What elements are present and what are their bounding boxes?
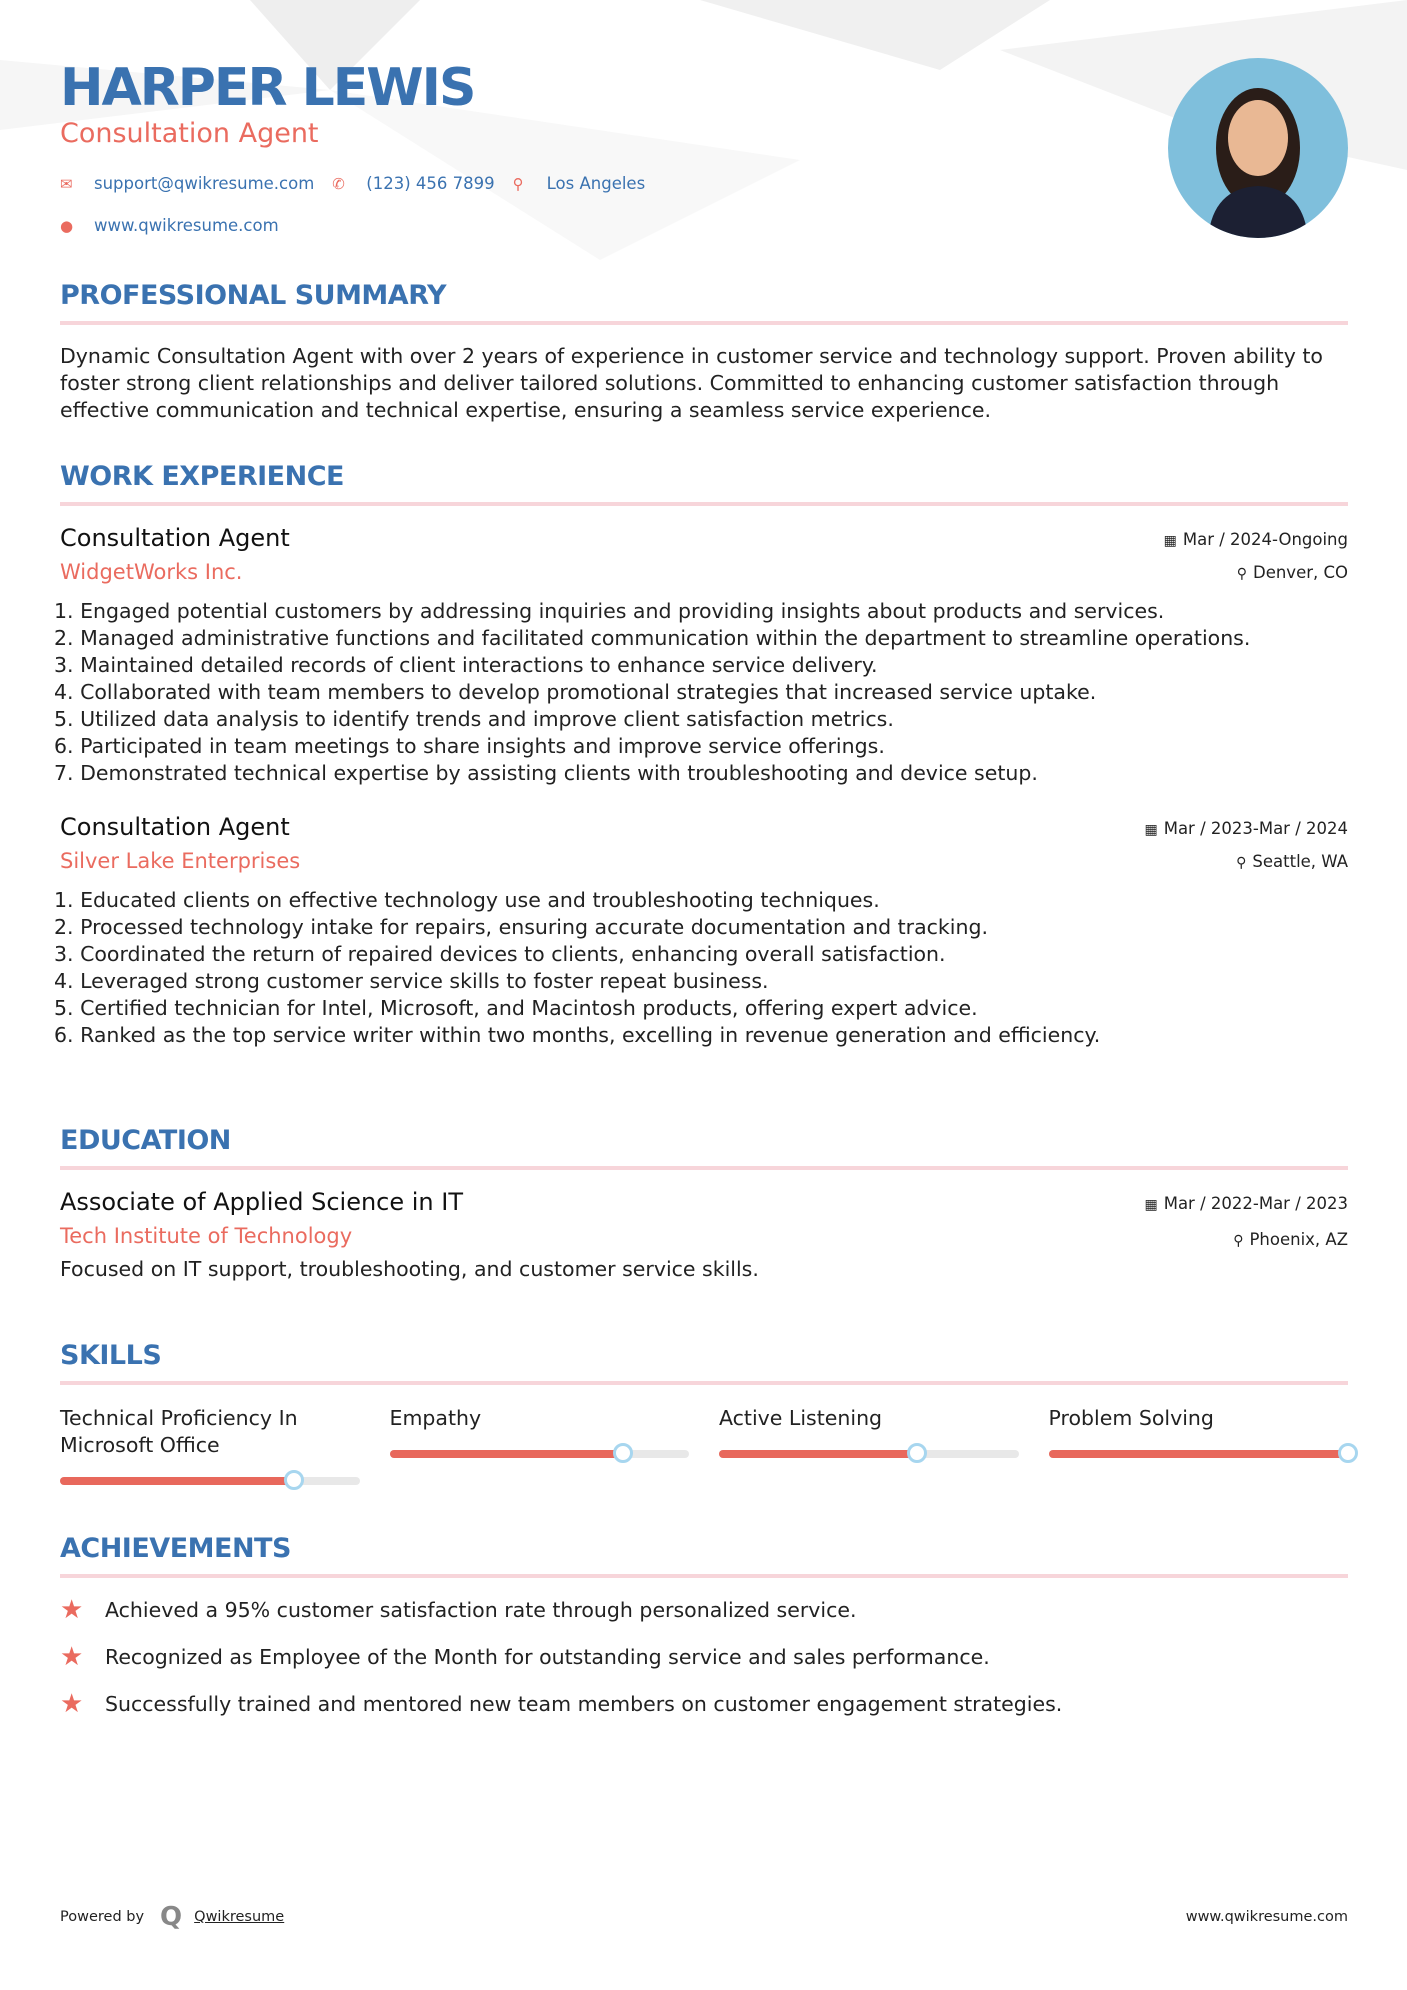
star-icon: ★ xyxy=(60,1642,84,1672)
skill-name: Active Listening xyxy=(719,1406,883,1430)
skill-name: Problem Solving xyxy=(1048,1406,1214,1430)
skill-item xyxy=(390,1405,690,1485)
skill-fill xyxy=(390,1450,624,1458)
skill-handle xyxy=(907,1443,927,1463)
pin-icon: ⚲ xyxy=(1236,566,1247,582)
job-title: Consultation Agent xyxy=(60,813,290,841)
achievements-section xyxy=(60,1533,1348,1719)
pin-icon: ⚲ xyxy=(1236,855,1247,871)
divider xyxy=(60,1574,1348,1578)
job-dates: Mar / 2023-Mar / 2024 xyxy=(1163,819,1348,838)
summary-section xyxy=(60,280,1348,424)
education-section xyxy=(60,1125,1348,1283)
location-pin-icon: ⚲ xyxy=(512,174,524,193)
achievement-text: Achieved a 95% customer satisfaction rate through personalized service. xyxy=(105,1598,857,1622)
globe-icon: ● xyxy=(60,216,74,235)
divider xyxy=(60,1166,1348,1170)
achievement-item xyxy=(60,1689,1348,1719)
achievement-text: Recognized as Employee of the Month for outstanding service and sales performance. xyxy=(105,1645,990,1669)
achievement-item xyxy=(60,1642,1348,1672)
section-heading: WORK EXPERIENCE xyxy=(60,461,344,492)
calendar-icon: ▦ xyxy=(1144,822,1158,838)
education-dates: Mar / 2022-Mar / 2023 xyxy=(1163,1194,1348,1213)
list-item: 6. Participated in team meetings to share insights and improve service offerings. xyxy=(54,734,885,758)
brand-link[interactable]: Qwikresume xyxy=(194,1909,285,1925)
candidate-title: Consultation Agent xyxy=(60,118,319,149)
company-name: Silver Lake Enterprises xyxy=(60,849,301,873)
phone-text: (123) 456 7899 xyxy=(366,174,495,193)
candidate-name: HARPER LEWIS xyxy=(60,58,475,118)
list-item: 3. Maintained detailed records of client interactions to enhance service delivery. xyxy=(54,653,878,677)
skill-name: Technical Proficiency In Microsoft Office xyxy=(60,1406,298,1457)
list-item: 6. Ranked as the top service writer within two months, excelling in revenue generation and efficiency. xyxy=(54,1023,1101,1047)
phone-icon: ✆ xyxy=(332,174,345,193)
powered-by-label: Powered by xyxy=(60,1909,145,1925)
footer-website[interactable]: www.qwikresume.com xyxy=(1185,1909,1348,1925)
achievement-text: Successfully trained and mentored new team members on customer engagement strategies. xyxy=(105,1692,1063,1716)
list-item: 3. Coordinated the return of repaired devices to clients, enhancing overall satisfaction. xyxy=(54,942,946,966)
divider xyxy=(60,502,1348,506)
location-text: Los Angeles xyxy=(546,174,646,193)
section-heading: ACHIEVEMENTS xyxy=(60,1533,291,1564)
qwikresume-logo-icon: Q xyxy=(160,1902,183,1932)
email-icon: ✉ xyxy=(60,174,73,193)
contact-row xyxy=(60,174,663,193)
list-item: 7. Demonstrated technical expertise by assisting clients with troubleshooting and device setup. xyxy=(54,761,1038,785)
job-location: Seattle, WA xyxy=(1252,852,1348,871)
summary-text: Dynamic Consultation Agent with over 2 years of experience in customer service and technology support. Proven ability to foster strong client relationships and deliver tailored solutions. Committed to enhancing customer satisfaction through effective communication and technical expertise, ensuring a seamless service experience. xyxy=(60,344,1323,422)
section-heading: EDUCATION xyxy=(60,1125,231,1156)
skill-fill xyxy=(60,1477,294,1485)
job-entry xyxy=(54,813,1348,1049)
calendar-icon: ▦ xyxy=(1163,533,1177,549)
footer xyxy=(60,1902,1348,1932)
website-link[interactable]: www.qwikresume.com xyxy=(94,216,279,235)
school-name: Tech Institute of Technology xyxy=(60,1224,353,1248)
achievement-item xyxy=(60,1595,1348,1625)
job-dates: Mar / 2024-Ongoing xyxy=(1182,530,1348,549)
list-item: 2. Processed technology intake for repairs, ensuring accurate documentation and tracking. xyxy=(54,915,989,939)
calendar-icon: ▦ xyxy=(1144,1197,1158,1213)
education-entry xyxy=(60,1188,1348,1283)
skill-item xyxy=(1049,1405,1349,1485)
skill-bar xyxy=(719,1450,1019,1458)
list-item: 5. Certified technician for Intel, Microsoft, and Macintosh products, offering expert advice. xyxy=(54,996,978,1020)
list-item: 2. Managed administrative functions and facilitated communication within the department to streamline operations. xyxy=(54,626,1251,650)
skill-fill xyxy=(719,1450,917,1458)
skill-bar xyxy=(390,1450,690,1458)
skill-handle xyxy=(284,1470,304,1490)
job-location: Denver, CO xyxy=(1252,563,1348,582)
skill-item xyxy=(60,1405,360,1485)
list-item: 5. Utilized data analysis to identify trends and improve client satisfaction metrics. xyxy=(54,707,894,731)
pin-icon: ⚲ xyxy=(1233,1233,1244,1249)
job-title: Consultation Agent xyxy=(60,524,290,552)
list-item: 1. Engaged potential customers by addressing inquiries and providing insights about products and services. xyxy=(54,599,1165,623)
list-item: 4. Leveraged strong customer service skills to foster repeat business. xyxy=(54,969,769,993)
skill-bar xyxy=(60,1477,360,1485)
skill-name: Empathy xyxy=(389,1406,482,1430)
profile-photo xyxy=(1168,58,1348,238)
list-item: 4. Collaborated with team members to develop promotional strategies that increased service uptake. xyxy=(54,680,1097,704)
star-icon: ★ xyxy=(60,1689,84,1719)
list-item: 1. Educated clients on effective technology use and troubleshooting techniques. xyxy=(54,888,880,912)
section-heading: SKILLS xyxy=(60,1340,162,1371)
skill-fill xyxy=(1049,1450,1349,1458)
email-link[interactable]: support@qwikresume.com xyxy=(94,174,315,193)
job-entry xyxy=(54,524,1348,787)
skill-bar xyxy=(1049,1450,1349,1458)
degree: Associate of Applied Science in IT xyxy=(60,1188,464,1216)
divider xyxy=(60,1381,1348,1385)
skills-section xyxy=(60,1340,1348,1485)
education-description: Focused on IT support, troubleshooting, and customer service skills. xyxy=(60,1257,759,1281)
education-location: Phoenix, AZ xyxy=(1249,1230,1348,1249)
company-name: WidgetWorks Inc. xyxy=(60,560,243,584)
skill-handle xyxy=(613,1443,633,1463)
section-heading: PROFESSIONAL SUMMARY xyxy=(60,280,447,311)
skill-handle xyxy=(1338,1443,1358,1463)
star-icon: ★ xyxy=(60,1595,84,1625)
divider xyxy=(60,321,1348,325)
skill-item xyxy=(719,1405,1019,1485)
experience-section xyxy=(54,461,1348,1049)
